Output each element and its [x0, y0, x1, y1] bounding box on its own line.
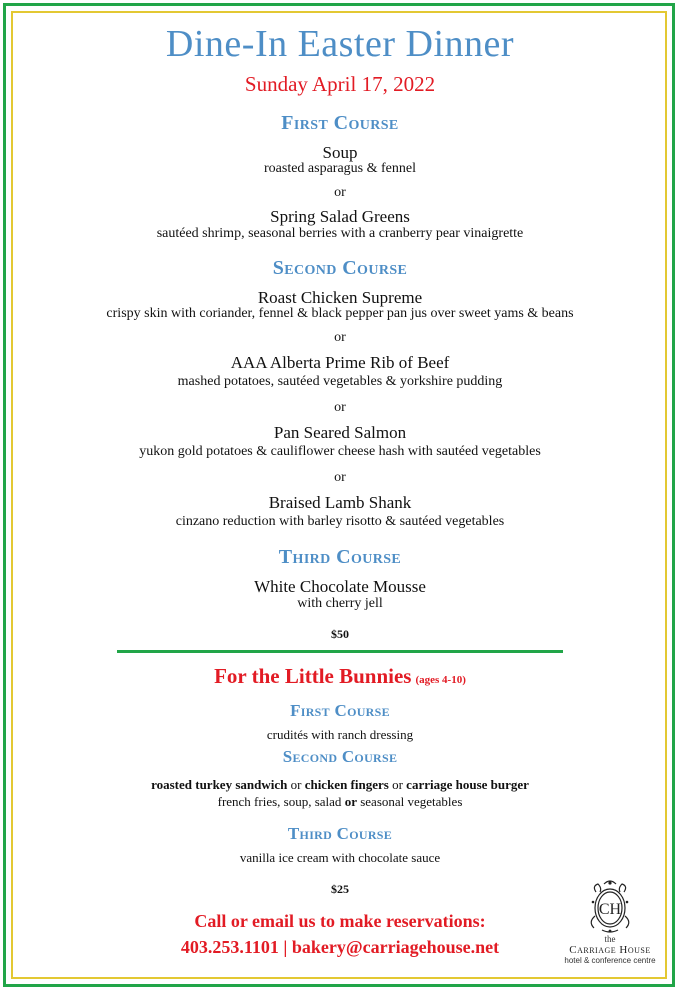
section-divider	[117, 650, 563, 653]
kids-first-course-heading: First Course	[290, 701, 390, 720]
email-link[interactable]: bakery@carriagehouse.net	[291, 937, 500, 957]
kids-title-line	[0, 664, 680, 689]
kids-second-course-heading: Second Course	[282, 747, 398, 766]
kids-option: carriage house burger	[406, 777, 529, 792]
dish-name: Spring Salad Greens	[270, 207, 410, 226]
logo-the: the	[604, 934, 616, 944]
kids-sides	[0, 794, 680, 810]
monogram-text: CH	[598, 901, 622, 918]
kids-first-course-desc: crudités with ranch dressing	[266, 727, 414, 742]
or-separator: or	[334, 470, 346, 485]
phone-number[interactable]: 403.253.1101	[180, 937, 279, 957]
page-title: Dine-In Easter Dinner	[165, 23, 515, 65]
dish-name: Soup	[322, 143, 358, 162]
contact-separator: |	[283, 937, 288, 957]
dish-description: sautéed shrimp, seasonal berries with a cranberry pear vinaigrette	[156, 226, 524, 241]
dish-description: yukon gold potatoes & cauliflower cheese hash with sautéed vegetables	[139, 444, 541, 459]
dish-name: Pan Seared Salmon	[273, 423, 407, 442]
kids-main-options	[0, 777, 680, 793]
event-date: Sunday April 17, 2022	[244, 72, 436, 96]
or-separator: or	[334, 330, 346, 345]
or-separator: or	[290, 777, 302, 792]
dish-description: crispy skin with coriander, fennel & black pepper pan jus over sweet yams & beans	[106, 306, 574, 321]
second-course-heading: Second Course	[272, 257, 408, 279]
dish-name: Braised Lamb Shank	[268, 493, 412, 512]
kids-third-course-heading: Third Course	[287, 824, 393, 843]
kids-option: roasted turkey sandwich	[151, 777, 288, 792]
kids-option: chicken fingers	[304, 777, 389, 792]
kids-side: seasonal vegetables	[360, 794, 463, 809]
or-separator: or	[334, 185, 346, 200]
dish-description: with cherry jell	[297, 596, 383, 611]
kids-side: french fries, soup, salad	[217, 794, 342, 809]
dish-description: mashed potatoes, sautéed vegetables & yorkshire pudding	[177, 374, 503, 389]
third-course-heading: Third Course	[278, 546, 402, 568]
dish-name: Roast Chicken Supreme	[257, 288, 423, 307]
kids-third-course-desc: vanilla ice cream with chocolate sauce	[239, 850, 441, 865]
logo-name: Carriage House	[569, 944, 651, 956]
or-separator: or	[344, 794, 357, 809]
or-separator: or	[392, 777, 403, 792]
monogram-crest-icon	[584, 878, 636, 934]
kids-title: For the Little Bunnies	[214, 664, 412, 688]
kids-price: $25	[331, 882, 349, 896]
dish-description: cinzano reduction with barley risotto & sautéed vegetables	[175, 514, 505, 529]
reservation-cta: Call or email us to make reservations:	[194, 911, 486, 931]
dish-name: White Chocolate Mousse	[254, 577, 426, 596]
dish-description: roasted asparagus & fennel	[264, 161, 416, 176]
adult-price: $50	[331, 627, 349, 641]
or-separator: or	[334, 400, 346, 415]
logo-subtitle: hotel & conference centre	[564, 956, 656, 965]
kids-ages: (ages 4-10)	[415, 674, 466, 686]
first-course-heading: First Course	[281, 112, 399, 134]
dish-name: AAA Alberta Prime Rib of Beef	[230, 353, 450, 372]
carriage-house-logo	[560, 878, 660, 970]
